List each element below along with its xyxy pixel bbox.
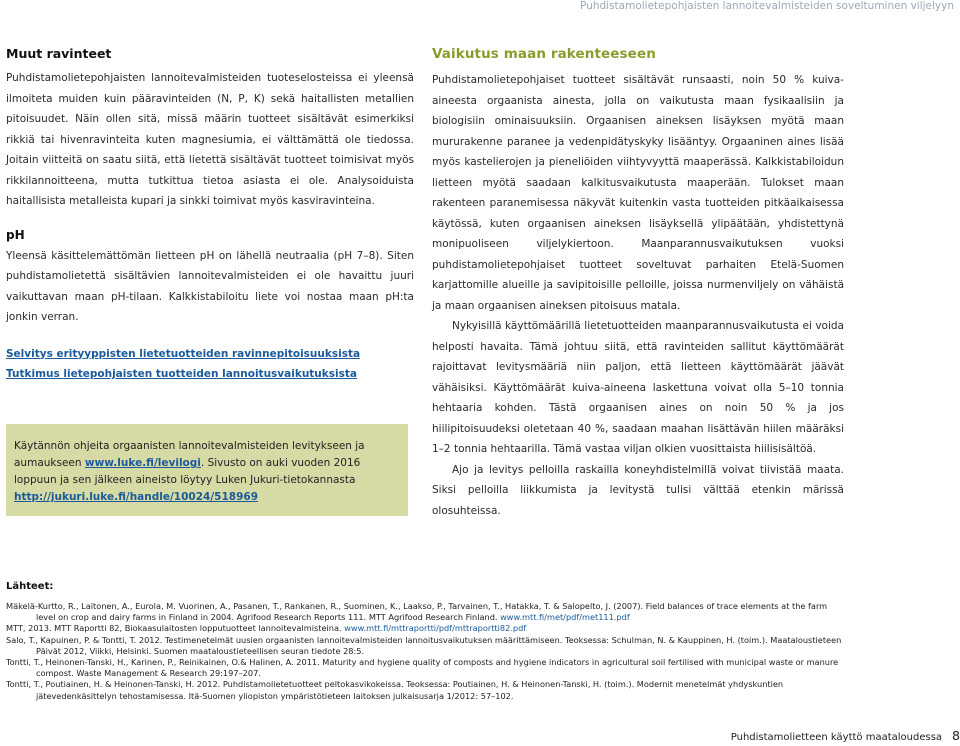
other-nutrients-paragraph: Puhdistamolietepohjaisten lannoitevalmisteiden tuoteselosteissa ei yleensä ilmoiteta muiden kuin pääravinteiden (N, P, K) sekä haitallisten metallien pitoisuudet. Näin ollen sitä, missä määrin tuotteet sisältävät esimerkiksi rikkiä tai hivenravinteita kuten magnesiumia, ei välttämättä ole tiedossa. Joitain viitteitä on saatu siitä, että lietettä sisältävät tuotteet toimisivat myös rikkilannoitteena, mutta tutkittua tietoa asiasta ei ole. Analysoiduista haitallisista metalleista kupari ja sinkki toimivat myös kasviravinteina. [6, 72, 414, 207]
page-footer [660, 728, 960, 746]
other-nutrients-heading: Muut ravinteet [6, 46, 112, 61]
footer-label: Puhdistamolietteen käyttö maataloudessa [730, 732, 943, 743]
right-column [432, 46, 844, 521]
nutrient-survey-link[interactable]: Selvitys erityyppisten lietetuotteiden ravinnepitoisuuksista [6, 347, 361, 360]
reference-item: Tontti, T., Heinonen-Tanski, H., Karinen, P., Reinikainen, O.& Halinen, A. 2011. Maturity and hygiene quality of composts and hygiene indicators in agricultural soil fertilised with municipal waste or manure compost. Waste Management & Research 29:197–207. [6, 657, 839, 679]
info-text-a: Käytännön ohjeita orgaanisten lannoitevalmisteiden levitykseen ja aumaukseen [14, 440, 365, 469]
ph-paragraph: Yleensä käsittelemättömän lietteen pH on lähellä neutraalia (pH 7–8). Siten puhdistamolietettä sisältävien lannoitevalmisteiden ei ole havaittu juuri vaikuttavan maan pH-tilaan. Kalkkistabiloitu liete voi nostaa maan pH:ta jonkin verran. [6, 249, 414, 323]
info-box-text [14, 438, 398, 506]
links-list [6, 344, 414, 385]
soil-structure-heading: Vaikutus maan rakenteeseen [432, 46, 656, 62]
soil-structure-paragraph-1: Puhdistamolietepohjaiset tuotteet sisältävät runsaasti, noin 50 % kuiva-aineesta orgaanista ainesta, jolla on vaikutusta maan fysikaalisiin ja biologisiin ominaisuuksiin. Orgaanisen aineksen lisäyksen myötä maan mururakenne paranee ja vedenpidätyskyky lisääntyy. Orgaaninen aines lisää myös kastelierojen ja pieneliöiden viihtyvyyttä maaperässä. Kalkkistabiloidun lietteen myötä saadaan kalkitusvaikutusta maaperään. Tulokset maan rakenteen paranemisessa näkyvät kuitenkin vasta tuotteiden pitkäaikaisessa käytössä, kuten orgaanisen aineksen lisäyksellä ylipäätään, yhdistettynä monipuoliseen viljelykiertoon. Maanparannusvaikutuksen vuoksi puhdistamolietepohjaiset tuotteet soveltuvat parhaiten Etelä-Suomen karjattomille alueille ja savipitoisille pelloille, joissa nurmenviljely on vähäistä ja maan orgaanisen aineksen pitoisuus matala. [432, 74, 844, 312]
soil-structure-paragraph-2: Nykyisillä käyttömäärillä lietetuotteiden maanparannusvaikutusta ei voida helposti havaita. Tämä johtuu siitä, että ravinteiden sallitut käyttömäärät rajoittavat levitysmääriä niin paljon, että lietteen käyttömäärät jäävät vähäisiksi. Käyttömäärät kuiva-aineena laskettuna voivat olla 5–10 tonnia hehtaaria kohden. Tästä orgaanisen aines on noin 50 % ja jos hiilipitoisuudeksi oletetaan 40 %, saadaan maahan lisättävän hiilen määräksi 1–2 tonnia hehtaarilla. Tämä vastaa viljan olkien vuosittaista hiilisisältöä. [432, 320, 844, 455]
fertilization-study-link[interactable]: Tutkimus lietepohjaisten tuotteiden lannoitusvaikutuksista [6, 368, 357, 380]
references [6, 581, 846, 702]
left-column [6, 46, 414, 385]
reference-item [6, 623, 846, 634]
reference-text: Mäkelä-Kurtto, R., Laitonen, A., Eurola, M. Vuorinen, A., Pasanen, T., Rankanen, R., Suominen, K., Laakso, P., Tarvainen, T., Hatakka, T. & Salopelto, J. (2007). Field balances of trace elements at the farm level on crop and dairy farms in Finland in 2004. Agrifood Research Reports 111. MTT Agrifood Research Finland. [6, 601, 828, 623]
levilogi-link[interactable]: www.luke.fi/levilogi [84, 457, 201, 469]
reference-item: Tontti, T., Poutiainen, H. & Heinonen-Tanski, H. 2012. Puhdistamolietetuotteet peltokasvikokeissa. Teoksessa: Poutiainen, H. & Heinonen-Tanski, H. (toim.). Modernit menetelmät yhdyskuntien jätevedenkäsittelyn tehostamisessa. Itä-Suomen yliopiston ympäristötieteen laitoksen julkaisusarja 1/2012: 57–102. [6, 679, 784, 701]
reference-item: Salo, T., Kapuinen, P. & Tontti, T. 2012. Testimenetelmät uusien orgaanisten lannoitevalmisteiden lannoitusvaikutuksen määrittämiseen. Teoksessa: Schulman, N. & Kauppinen, H. (toim.). Maataloustieteen Päivät 2012, Viikki, Helsinki. Suomen maataloustieteellisen seuran tiedote 28:5. [6, 634, 842, 656]
running-header: Puhdistamolietepohjaisten lannoitevalmisteiden soveltuminen viljelyyn [580, 0, 954, 12]
reference-item [6, 601, 846, 623]
info-text-b: . Sivusto on auki vuoden 2016 loppuun ja sen jälkeen aineisto löytyy Luken Jukuri-tietokannasta [14, 457, 361, 486]
jukuri-link[interactable]: http://jukuri.luke.fi/handle/10024/518969 [14, 491, 259, 503]
ph-heading: pH [6, 227, 25, 242]
reference-text: MTT, 2013. MTT Raportti 82, Biokaasulaitosten lopputuotteet lannoitevalmisteina. [6, 623, 345, 634]
page-number: 8 [952, 728, 960, 743]
reference-link[interactable]: www.mtt.fi/met/pdf/met111.pdf [500, 612, 630, 623]
soil-structure-paragraph-3: Ajo ja levitys pelloilla raskailla koneyhdistelmillä voivat tiivistää maata. Siksi pelloilla liikkumista ja levitystä tulisi välttää etenkin märissä olosuhteissa. [432, 463, 844, 517]
info-box [6, 424, 408, 516]
reference-link[interactable]: www.mtt.fi/mttraportti/pdf/mttraportti82.pdf [344, 623, 527, 634]
references-heading: Lähteet: [6, 581, 54, 592]
